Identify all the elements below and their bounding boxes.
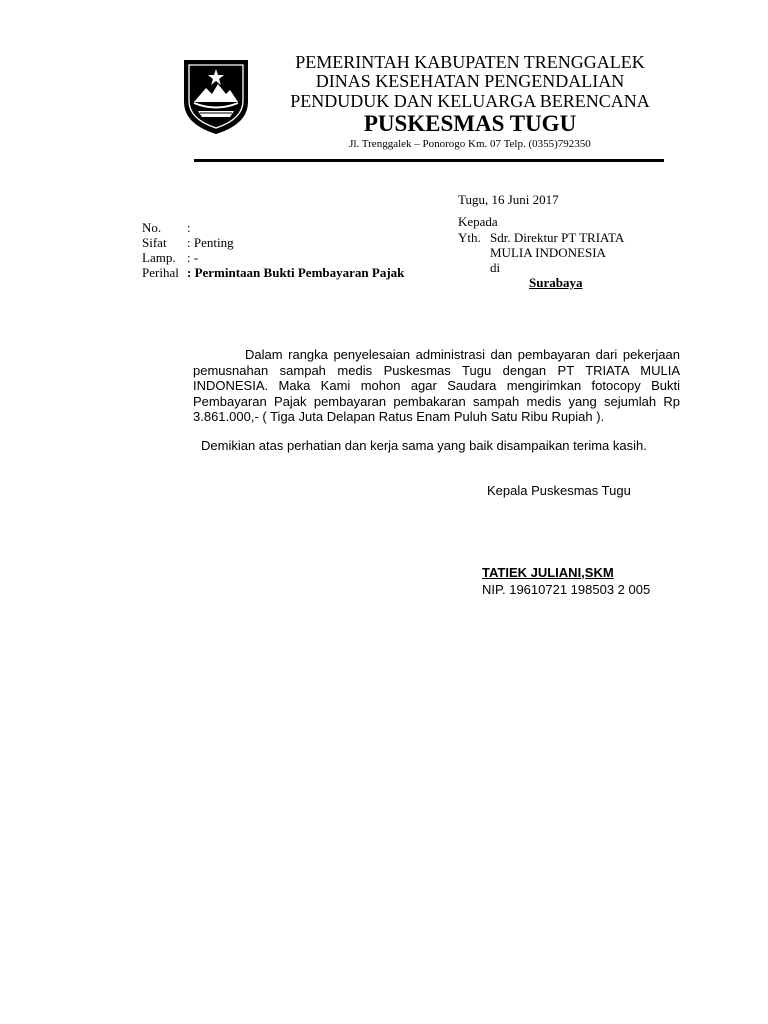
closing-sentence: Demikian atas perhatian dan kerja sama yang baik disampaikan terima kasih.	[201, 438, 647, 453]
regency-emblem-logo	[180, 56, 252, 136]
recipient-line-2: MULIA INDONESIA	[490, 245, 606, 260]
meta-perihal-label: Perihal	[142, 265, 179, 280]
body-paragraph-text: Dalam rangka penyelesaian administrasi dan pembayaran dari pekerjaan pemusnahan sampah medis Puskesmas Tugu dengan PT TRIATA MULIA INDONESIA. Maka Kami mohon agar Saudara mengirimkan fotocopy Bukti Pembayaran Pajak pembayaran pembakaran sampah medis yang sejumlah Rp 3.861.000,- ( Tiga Juta Delapan Ratus Enam Puluh Satu Ribu Rupiah ).	[193, 347, 680, 424]
date-line: Tugu, 16 Juni 2017	[458, 192, 559, 207]
meta-no-label: No.	[142, 220, 162, 235]
meta-sifat-value: : Penting	[187, 235, 234, 250]
signature-title: Kepala Puskesmas Tugu	[487, 483, 631, 498]
letterhead-address: Jl. Trenggalek – Ponorogo Km. 07 Telp. (0355)792350	[349, 138, 591, 150]
meta-lamp-label: Lamp.	[142, 250, 176, 265]
recipient-yth: Yth.	[458, 230, 481, 245]
letterhead-institution: PUSKESMAS TUGU	[363, 111, 577, 136]
letterhead-line-1: PEMERINTAH KABUPATEN TRENGGALEK	[295, 52, 645, 72]
signature-name: TATIEK JULIANI,SKM	[482, 565, 614, 580]
recipient-kepada: Kepada	[458, 214, 498, 229]
meta-no-value: :	[187, 220, 191, 235]
letterhead-line-3: PENDUDUK DAN KELUARGA BERENCANA	[290, 91, 650, 111]
body-paragraph	[193, 347, 680, 425]
signature-nip: NIP. 19610721 198503 2 005	[482, 582, 651, 597]
recipient-line-1: Sdr. Direktur PT TRIATA	[490, 230, 625, 245]
meta-sifat-label: Sifat	[142, 235, 167, 250]
recipient-city: Surabaya	[529, 275, 583, 290]
recipient-di: di	[490, 260, 501, 275]
meta-lamp-value: : -	[187, 250, 199, 265]
meta-perihal-value: : Permintaan Bukti Pembayaran Pajak	[187, 265, 405, 280]
letterhead-divider	[194, 159, 664, 162]
letterhead-line-2: DINAS KESEHATAN PENGENDALIAN	[315, 71, 625, 91]
